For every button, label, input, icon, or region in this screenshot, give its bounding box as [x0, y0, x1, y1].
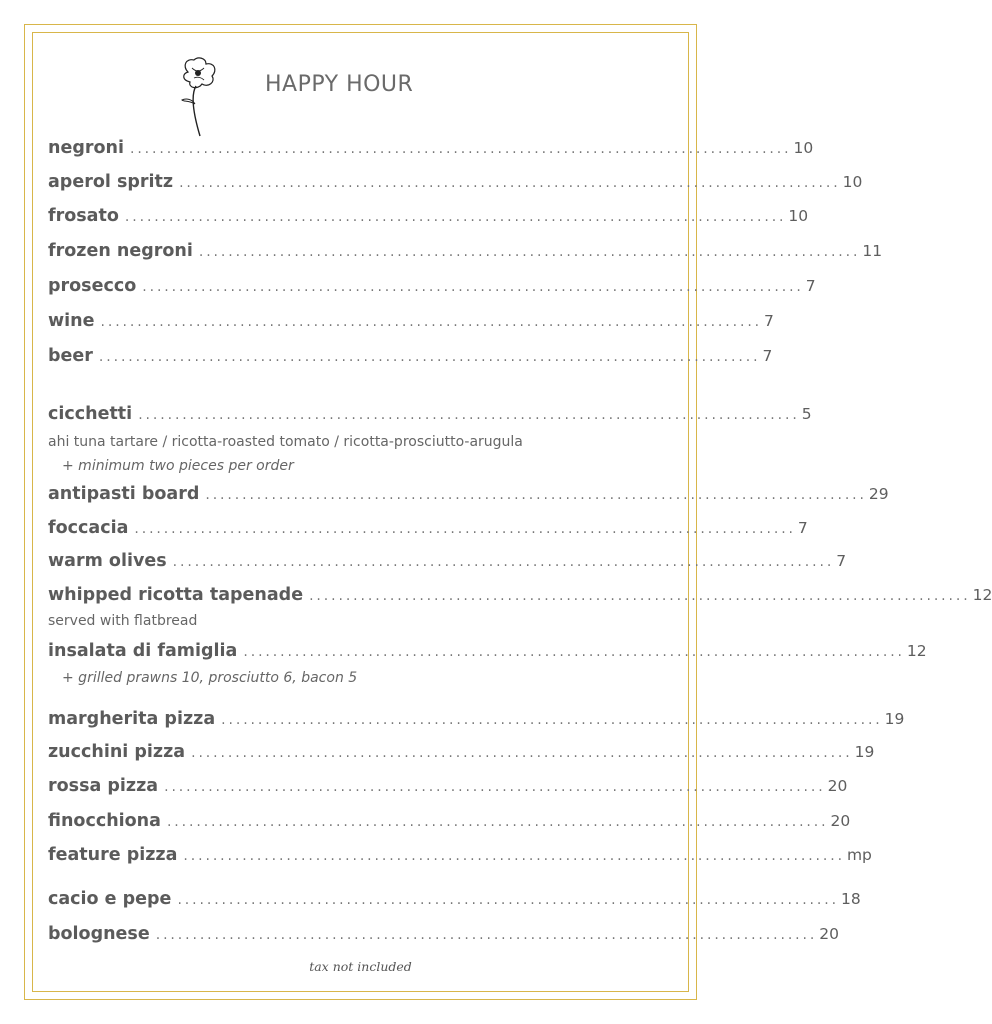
item-price: 12 [972, 586, 992, 604]
menu-item [48, 138, 814, 164]
menu-item [48, 811, 851, 837]
dot-leader: .......................................................................................... [100, 314, 763, 330]
item-name: finocchiona [48, 811, 161, 831]
item-name: wine [48, 311, 95, 331]
item-name: frozen negroni [48, 241, 193, 261]
dot-leader: .......................................................................................... [191, 745, 853, 761]
dot-leader: .......................................................................................... [124, 209, 787, 225]
item-name: rossa pizza [48, 776, 159, 796]
item-price: 7 [764, 312, 774, 330]
item-name: zucchini pizza [48, 742, 186, 762]
item-name: beer [48, 346, 93, 366]
item-name: foccacia [48, 518, 129, 538]
dot-leader: .......................................................................................... [134, 521, 796, 537]
menu-item [48, 641, 927, 667]
item-name: whipped ricotta tapenade [48, 585, 304, 605]
item-description: served with flatbread [48, 613, 198, 629]
menu-item [48, 404, 812, 430]
dot-leader: .......................................................................................... [205, 487, 867, 503]
dot-leader: .......................................................................................... [129, 141, 792, 157]
item-price: 7 [836, 552, 847, 570]
item-name: negroni [48, 138, 124, 158]
tax-footnote: tax not included [309, 959, 412, 974]
dot-leader: .......................................................................................... [309, 588, 971, 604]
item-description: ahi tuna tartare / ricotta-roasted tomato / ricotta-prosciutto-arugula [48, 434, 523, 450]
item-name: antipasti board [48, 484, 200, 504]
item-note: + minimum two pieces per order [62, 458, 294, 474]
item-price: 10 [793, 139, 814, 157]
item-note: + grilled prawns 10, prosciutto 6, bacon 5 [62, 670, 358, 686]
item-price: mp [846, 846, 872, 864]
item-price: 18 [840, 890, 861, 908]
dot-leader: .......................................................................................... [98, 349, 761, 365]
menu-item [48, 206, 809, 232]
menu-item [48, 889, 861, 915]
item-price: 5 [801, 405, 812, 423]
item-price: 29 [868, 485, 889, 503]
menu-item [48, 518, 808, 544]
item-price: 10 [842, 173, 863, 191]
item-price: 7 [762, 347, 773, 365]
item-price: 20 [830, 812, 851, 830]
dot-leader: .......................................................................................... [138, 407, 800, 423]
dot-leader: .......................................................................................... [164, 779, 826, 795]
menu-item [48, 311, 774, 337]
dot-leader: .......................................................................................... [198, 244, 861, 260]
menu-item [48, 924, 839, 950]
item-name: prosecco [48, 276, 137, 296]
dot-leader: .......................................................................................... [166, 814, 829, 830]
dot-leader: .......................................................................................... [183, 848, 845, 864]
item-price: 12 [906, 642, 927, 660]
menu-item [48, 776, 848, 802]
menu-item [48, 551, 847, 577]
menu-item [48, 346, 773, 372]
item-price: 11 [862, 242, 883, 260]
dot-leader: .......................................................................................... [155, 927, 818, 943]
dot-leader: .......................................................................................... [172, 554, 835, 570]
item-name: warm olives [48, 551, 167, 571]
item-name: cicchetti [48, 404, 133, 424]
item-price: 7 [797, 519, 808, 537]
item-price: 19 [884, 710, 905, 728]
dot-leader: .......................................................................................... [142, 279, 804, 295]
item-name: margherita pizza [48, 709, 216, 729]
item-name: frosato [48, 206, 119, 226]
item-name: bolognese [48, 924, 150, 944]
dot-leader: .......................................................................................... [243, 644, 905, 660]
item-name: cacio e pepe [48, 889, 172, 909]
item-price: 10 [788, 207, 809, 225]
menu-item [48, 845, 872, 871]
menu-title: HAPPY HOUR [265, 72, 414, 97]
item-name: aperol spritz [48, 172, 174, 192]
dot-leader: .......................................................................................... [179, 175, 841, 191]
menu-item [48, 172, 863, 198]
item-name: feature pizza [48, 845, 178, 865]
dot-leader: .......................................................................................... [177, 892, 839, 908]
menu-item [48, 709, 905, 735]
dot-leader: .......................................................................................... [221, 712, 883, 728]
menu-item [48, 742, 875, 768]
item-name: insalata di famiglia [48, 641, 238, 661]
item-price: 20 [819, 925, 839, 943]
flower-icon [176, 56, 228, 138]
item-price: 20 [827, 777, 848, 795]
menu-item [48, 484, 889, 510]
item-price: 19 [854, 743, 875, 761]
menu-item [48, 276, 816, 302]
menu-item [48, 241, 883, 267]
menu-item [48, 585, 992, 611]
item-price: 7 [805, 277, 816, 295]
